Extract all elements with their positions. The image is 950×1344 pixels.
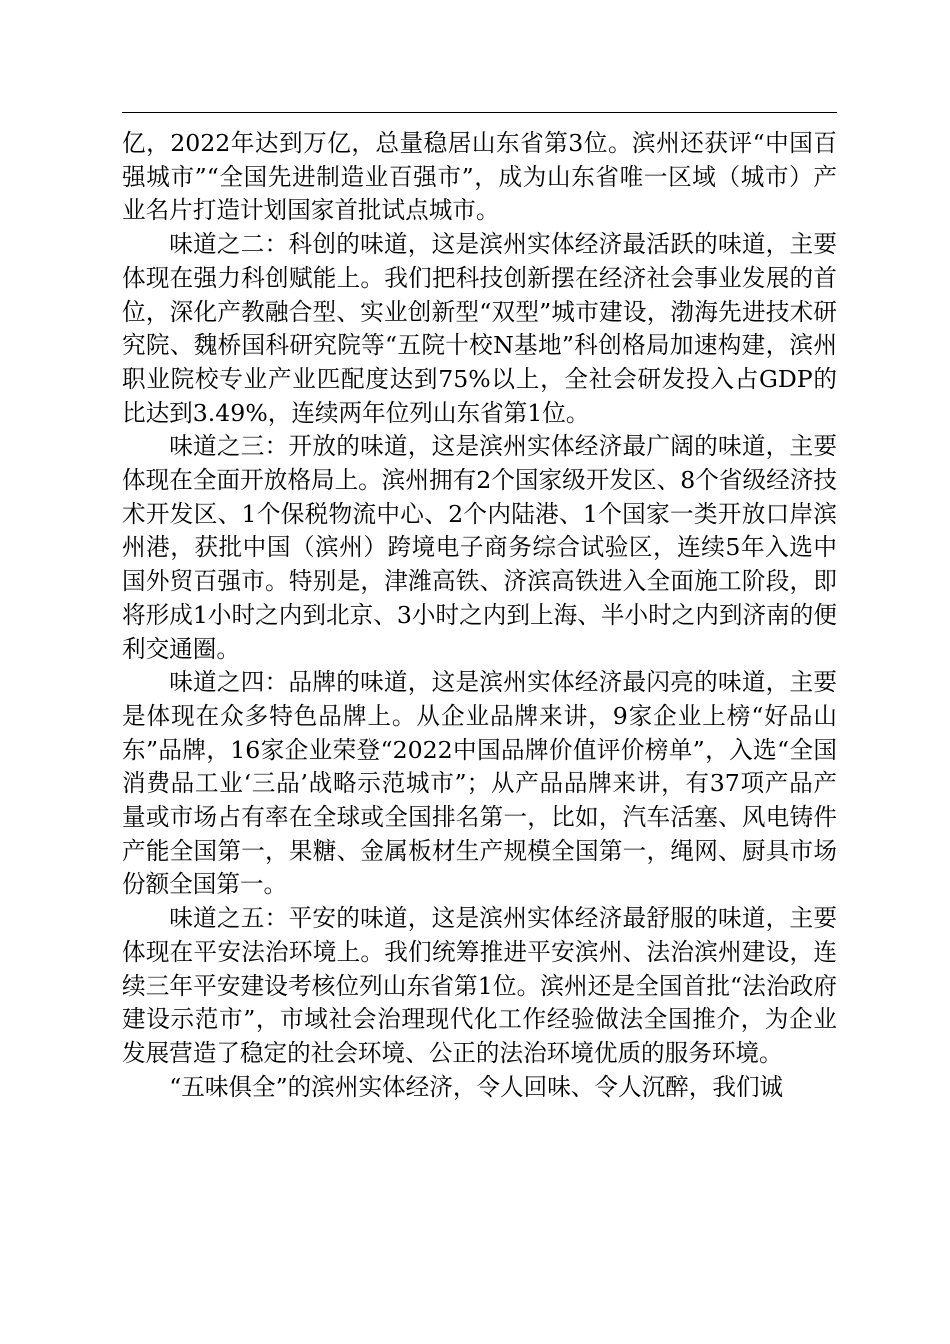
paragraph-innovation: 味道之二：科创的味道，这是滨州实体经济最活跃的味道，主要体现在强力科创赋能上。我们把科技创新摆在经济社会事业发展的首位，深化产教融合型、实业创新型“双型”城市建设，渤海先进技术研究院、魏桥国科研究院等“五院十校N基地”科创格局加速构建，滨州职业院校专业产业匹配度达到75%以上，全社会研发投入占GDP的比达到3.49%，连续两年位列山东省第1位。 <box>122 230 837 427</box>
paragraph-continuation: 亿，2022年达到万亿，总量稳居山东省第3位。滨州还获评“中国百强城市”“全国先进制造业百强市”，成为山东省唯一区域（城市）产业名片打造计划国家首批试点城市。 <box>122 129 837 225</box>
paragraph-openness: 味道之三：开放的味道，这是滨州实体经济最广阔的味道，主要体现在全面开放格局上。滨州拥有2个国家级开发区、8个省级经济技术开发区、1个保税物流中心、2个内陆港、1个国家一类开放口岸滨州港，获批中国（滨州）跨境电子商务综合试验区，连续5年入选中国外贸百强市。特别是，津潍高铁、济滨高铁进入全面施工阶段，即将形成1小时之内到北京、3小时之内到上海、半小时之内到济南的便利交通圈。 <box>122 432 837 663</box>
paragraph-conclusion: “五味俱全”的滨州实体经济，令人回味、令人沉醉，我们诚 <box>169 1072 784 1101</box>
paragraph-safety: 味道之五：平安的味道，这是滨州实体经济最舒服的味道，主要体现在平安法治环境上。我们统筹推进平安滨州、法治滨州建设，连续三年平安建设考核位列山东省第1位。滨州还是全国首批“法治政府建设示范市”，市域社会治理现代化工作经验做法全国推介，为企业发展营造了稳定的社会环境、公正的法治环境优质的服务环境。 <box>122 904 837 1067</box>
paragraph-brand: 味道之四：品牌的味道，这是滨州实体经济最闪亮的味道，主要是体现在众多特色品牌上。从企业品牌来讲，9家企业上榜“好品山东”品牌，16家企业荣登“2022中国品牌价值评价榜单”，入选“全国消费品工业‘三品’战略示范城市”；从产品品牌来讲，有37项产品产量或市场占有率在全球或全国排名第一，比如，汽车活塞、风电铸件产能全国第一，果糖、金属板材生产规模全国第一，绳网、厨具市场份额全国第一。 <box>122 668 837 899</box>
header-rule <box>122 112 837 113</box>
body-text <box>122 127 837 1104</box>
